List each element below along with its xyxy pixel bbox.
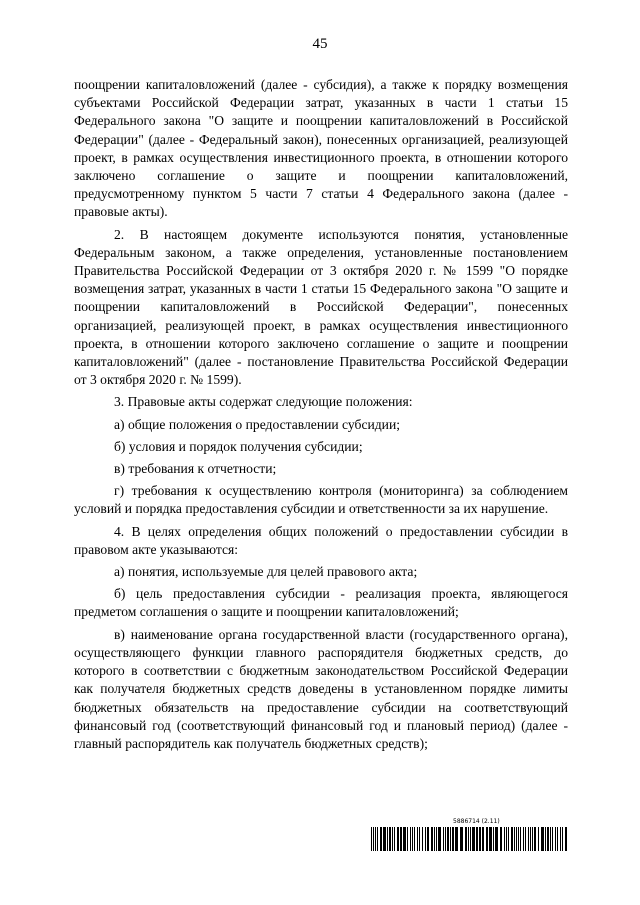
paragraph-3-a: а) общие положения о предоставлении субсидии;	[114, 416, 400, 432]
barcode-icon	[371, 827, 568, 851]
paragraph-4-b: б) цель предоставления субсидии - реализация проекта, являющегося предметом соглашения о защите и поощрении капиталовложений;	[74, 586, 568, 620]
paragraph-3-d: г) требования к осуществлению контроля (мониторинга) за соблюдением условий и порядка предоставления субсидии и ответственности за их нарушение.	[74, 483, 568, 517]
paragraph-3-c: в) требования к отчетности;	[114, 461, 277, 477]
page-number: 45	[312, 36, 328, 52]
document-code: 5886714 (2.11)	[453, 818, 500, 825]
paragraph-3-b: б) условия и порядок получения субсидии;	[114, 438, 363, 454]
paragraph-2: 2. В настоящем документе используются понятия, установленные Федеральным законом, а также определения, установленные постановлением Правительства Российской Федерации от 3 октября 2020 г. № 1599 "О порядке возмещения затрат, указанных в части 1 статьи 15 Федерального закона "О защите и поощрении капиталовложений в Российской Федерации", понесенных организацией, реализующей проект, в рамках осуществления инвестиционного проекта, в отношении которого заключено соглашение о защите и поощрении капиталовложений" (далее - постановление Правительства Российской Федерации от 3 октября 2020 г. № 1599).	[74, 226, 568, 388]
barcode-graphic	[371, 827, 568, 851]
paragraph-continuation: поощрении капиталовложений (далее - субсидия), а также к порядку возмещения субъектами Российской Федерации затрат, указанных в части 1 статьи 15 Федерального закона "О защите и поощрении капиталовложений в Российской Федерации" (далее - Федеральный закон), понесенных организацией, реализующей проект, в рамках осуществления инвестиционного проекта, в отношении которого заключено соглашение о защите и поощрении капиталовложений, предусмотренному пунктом 5 части 7 статьи 4 Федерального закона (далее - правовые акты).	[74, 77, 568, 220]
document-body	[74, 76, 568, 757]
paragraph-4-a: а) понятия, используемые для целей правового акта;	[114, 564, 418, 580]
paragraph-4: 4. В целях определения общих положений о предоставлении субсидии в правовом акте указываются:	[74, 523, 568, 557]
paragraph-3: 3. Правовые акты содержат следующие положения:	[114, 394, 413, 410]
paragraph-4-c: в) наименование органа государственной власти (государственного органа), осуществляющего функции главного распорядителя бюджетных средств, до которого в соответствии с бюджетным законодательством Российской Федерации как получателя бюджетных средств доведены в установленном порядке лимиты бюджетных обязательств на предоставление субсидии на соответствующий финансовый год (соответствующий финансовый год и плановый период) (далее - главный распорядитель как получатель бюджетных средств);	[74, 626, 568, 751]
